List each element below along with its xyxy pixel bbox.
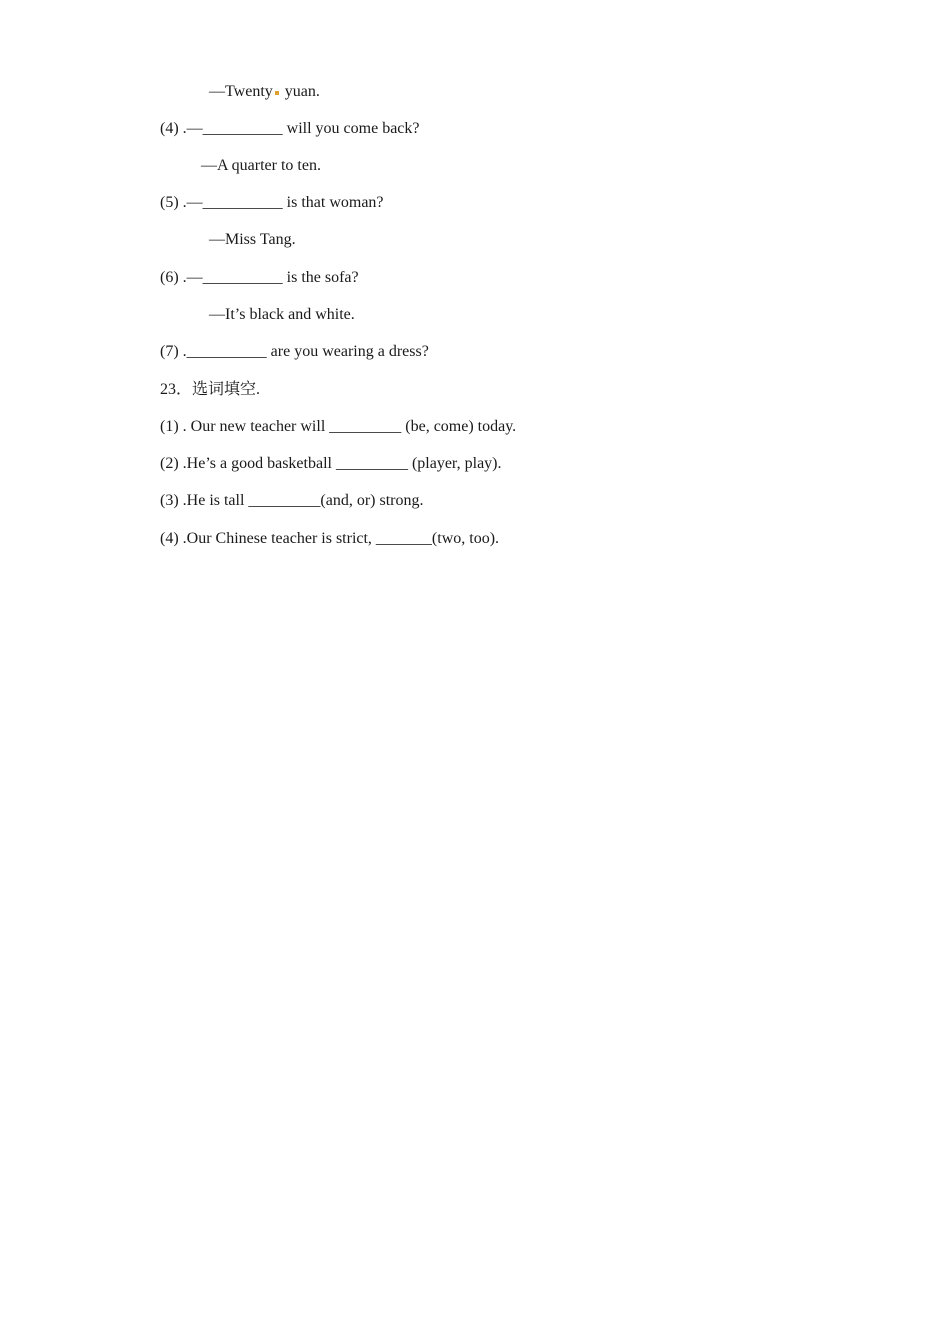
- question-5: (5) .—__________ is that woman?: [160, 194, 384, 211]
- fill-item-3: (3) .He is tall _________(and, or) strong.: [160, 492, 424, 509]
- fill-item-2: (2) .He’s a good basketball _________ (player, play).: [160, 455, 502, 472]
- fill-item-4: (4) .Our Chinese teacher is strict, _______(two, too).: [160, 530, 500, 547]
- answer-text-end: yuan.: [280, 83, 320, 100]
- question-7: (7) .__________ are you wearing a dress?: [160, 343, 429, 360]
- fill-item-1: (1) . Our new teacher will _________ (be, come) today.: [160, 418, 517, 435]
- answer-line-4: —A quarter to ten.: [201, 157, 321, 174]
- question-4: (4) .—__________ will you come back?: [160, 120, 420, 137]
- question-6: (6) .—__________ is the sofa?: [160, 269, 359, 286]
- answer-line-3: [209, 82, 320, 102]
- section-23-heading: 23．选词填空.: [160, 381, 261, 398]
- answer-line-5: —Miss Tang.: [209, 231, 296, 248]
- answer-line-6: —It’s black and white.: [209, 306, 355, 323]
- answer-text: —Twenty: [209, 83, 273, 100]
- highlight-dot: [275, 91, 279, 95]
